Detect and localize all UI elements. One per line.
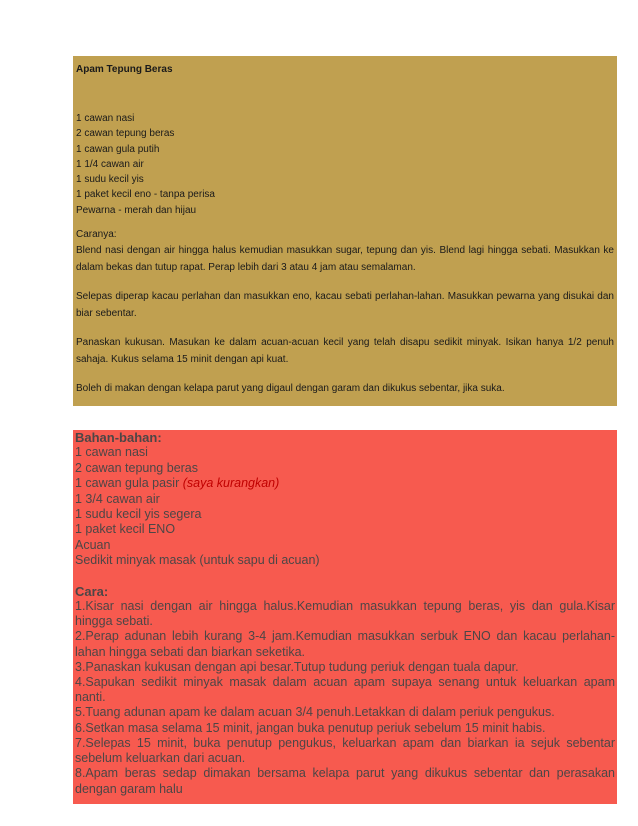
method-step: 3.Panaskan kukusan dengan api besar.Tutup tudung periuk dengan tuala dapur. bbox=[75, 659, 519, 674]
ingredient-line: 2 cawan tepung beras bbox=[76, 128, 175, 140]
ingredient-line: 1 paket kecil eno - tanpa perisa bbox=[76, 189, 215, 201]
recipe-title: Apam Tepung Beras bbox=[76, 64, 173, 75]
recipe-apam-tepung-beras bbox=[73, 56, 617, 406]
method-step: 8.Apam beras sedap dimakan bersama kelapa parut yang dikukus sebentar dan perasakan dengan garam halu bbox=[75, 766, 615, 796]
method-heading: Cara: bbox=[75, 583, 109, 599]
ingredient-line: 1 sudu kecil yis segera bbox=[75, 507, 202, 522]
method-paragraph: Boleh di makan dengan kelapa parut yang digaul dengan garam dan dikukus sebentar, jika suka. bbox=[76, 383, 505, 395]
method-step: 6.Setkan masa selama 15 minit, jangan buka penutup periuk sebelum 15 minit habis. bbox=[75, 720, 546, 735]
ingredients-heading: Bahan-bahan: bbox=[75, 430, 162, 445]
ingredient-line: Acuan bbox=[75, 537, 111, 552]
ingredient-text: 1 cawan gula pasir bbox=[75, 476, 180, 491]
method-step: 2.Perap adunan lebih kurang 3-4 jam.Kemudian masukkan serbuk ENO dan kacau perlahan-lahan hingga sebati dan biarkan seketika. bbox=[75, 629, 615, 659]
recipe-bahan-bahan bbox=[73, 430, 617, 804]
ingredient-line: 1 cawan nasi bbox=[75, 445, 148, 460]
ingredient-line bbox=[75, 476, 615, 491]
ingredient-line: Sedikit minyak masak (untuk sapu di acuan) bbox=[75, 553, 320, 568]
sugar-note: (saya kurangkan) bbox=[182, 476, 280, 491]
ingredient-line: 1 sudu kecil yis bbox=[76, 174, 144, 186]
ingredient-line: Pewarna - merah dan hijau bbox=[76, 204, 197, 216]
method-paragraph: Panaskan kukusan. Masukan ke dalam acuan-acuan kecil yang telah disapu sedikit minyak. Isikan hanya 1/2 penuh sahaja. Kukus selama 15 minit dengan api kuat. bbox=[76, 337, 614, 366]
method-step: 4.Sapukan sedikit minyak masak dalam acuan apam supaya senang untuk keluarkan apam nanti. bbox=[75, 675, 615, 705]
ingredient-line: 1 1/4 cawan air bbox=[76, 158, 144, 170]
method-step: 1.Kisar nasi dengan air hingga halus.Kemudian masukkan tepung beras, yis dan gula.Kisar hingga sebati. bbox=[75, 599, 615, 629]
ingredient-line: 2 cawan tepung beras bbox=[75, 460, 199, 475]
method-paragraph: Selepas diperap kacau perlahan dan masukkan eno, kacau sebati perlahan-lahan. Masukkan pewarna yang disukai dan biar sebentar. bbox=[76, 291, 614, 320]
method-label: Caranya: bbox=[76, 229, 117, 241]
ingredient-line: 1 paket kecil ENO bbox=[75, 522, 176, 537]
method-step: 5.Tuang adunan apam ke dalam acuan 3/4 penuh.Letakkan di dalam periuk pengukus. bbox=[75, 705, 555, 720]
method-step: 7.Selepas 15 minit, buka penutup pengukus, keluarkan apam dan biarkan ia sejuk sebentar sebelum keluarkan dari acuan. bbox=[75, 735, 615, 766]
ingredient-line: 1 cawan nasi bbox=[76, 113, 135, 124]
ingredient-line: 1 cawan gula putih bbox=[76, 143, 160, 155]
method-paragraph: Blend nasi dengan air hingga halus kemudian masukkan sugar, tepung dan yis. Blend lagi hingga sebati. Masukkan ke dalam bekas dan tutup rapat. Perap lebih dari 3 atau 4 jam atau semalaman. bbox=[76, 245, 614, 274]
ingredient-line: 1 3/4 cawan air bbox=[75, 491, 160, 506]
